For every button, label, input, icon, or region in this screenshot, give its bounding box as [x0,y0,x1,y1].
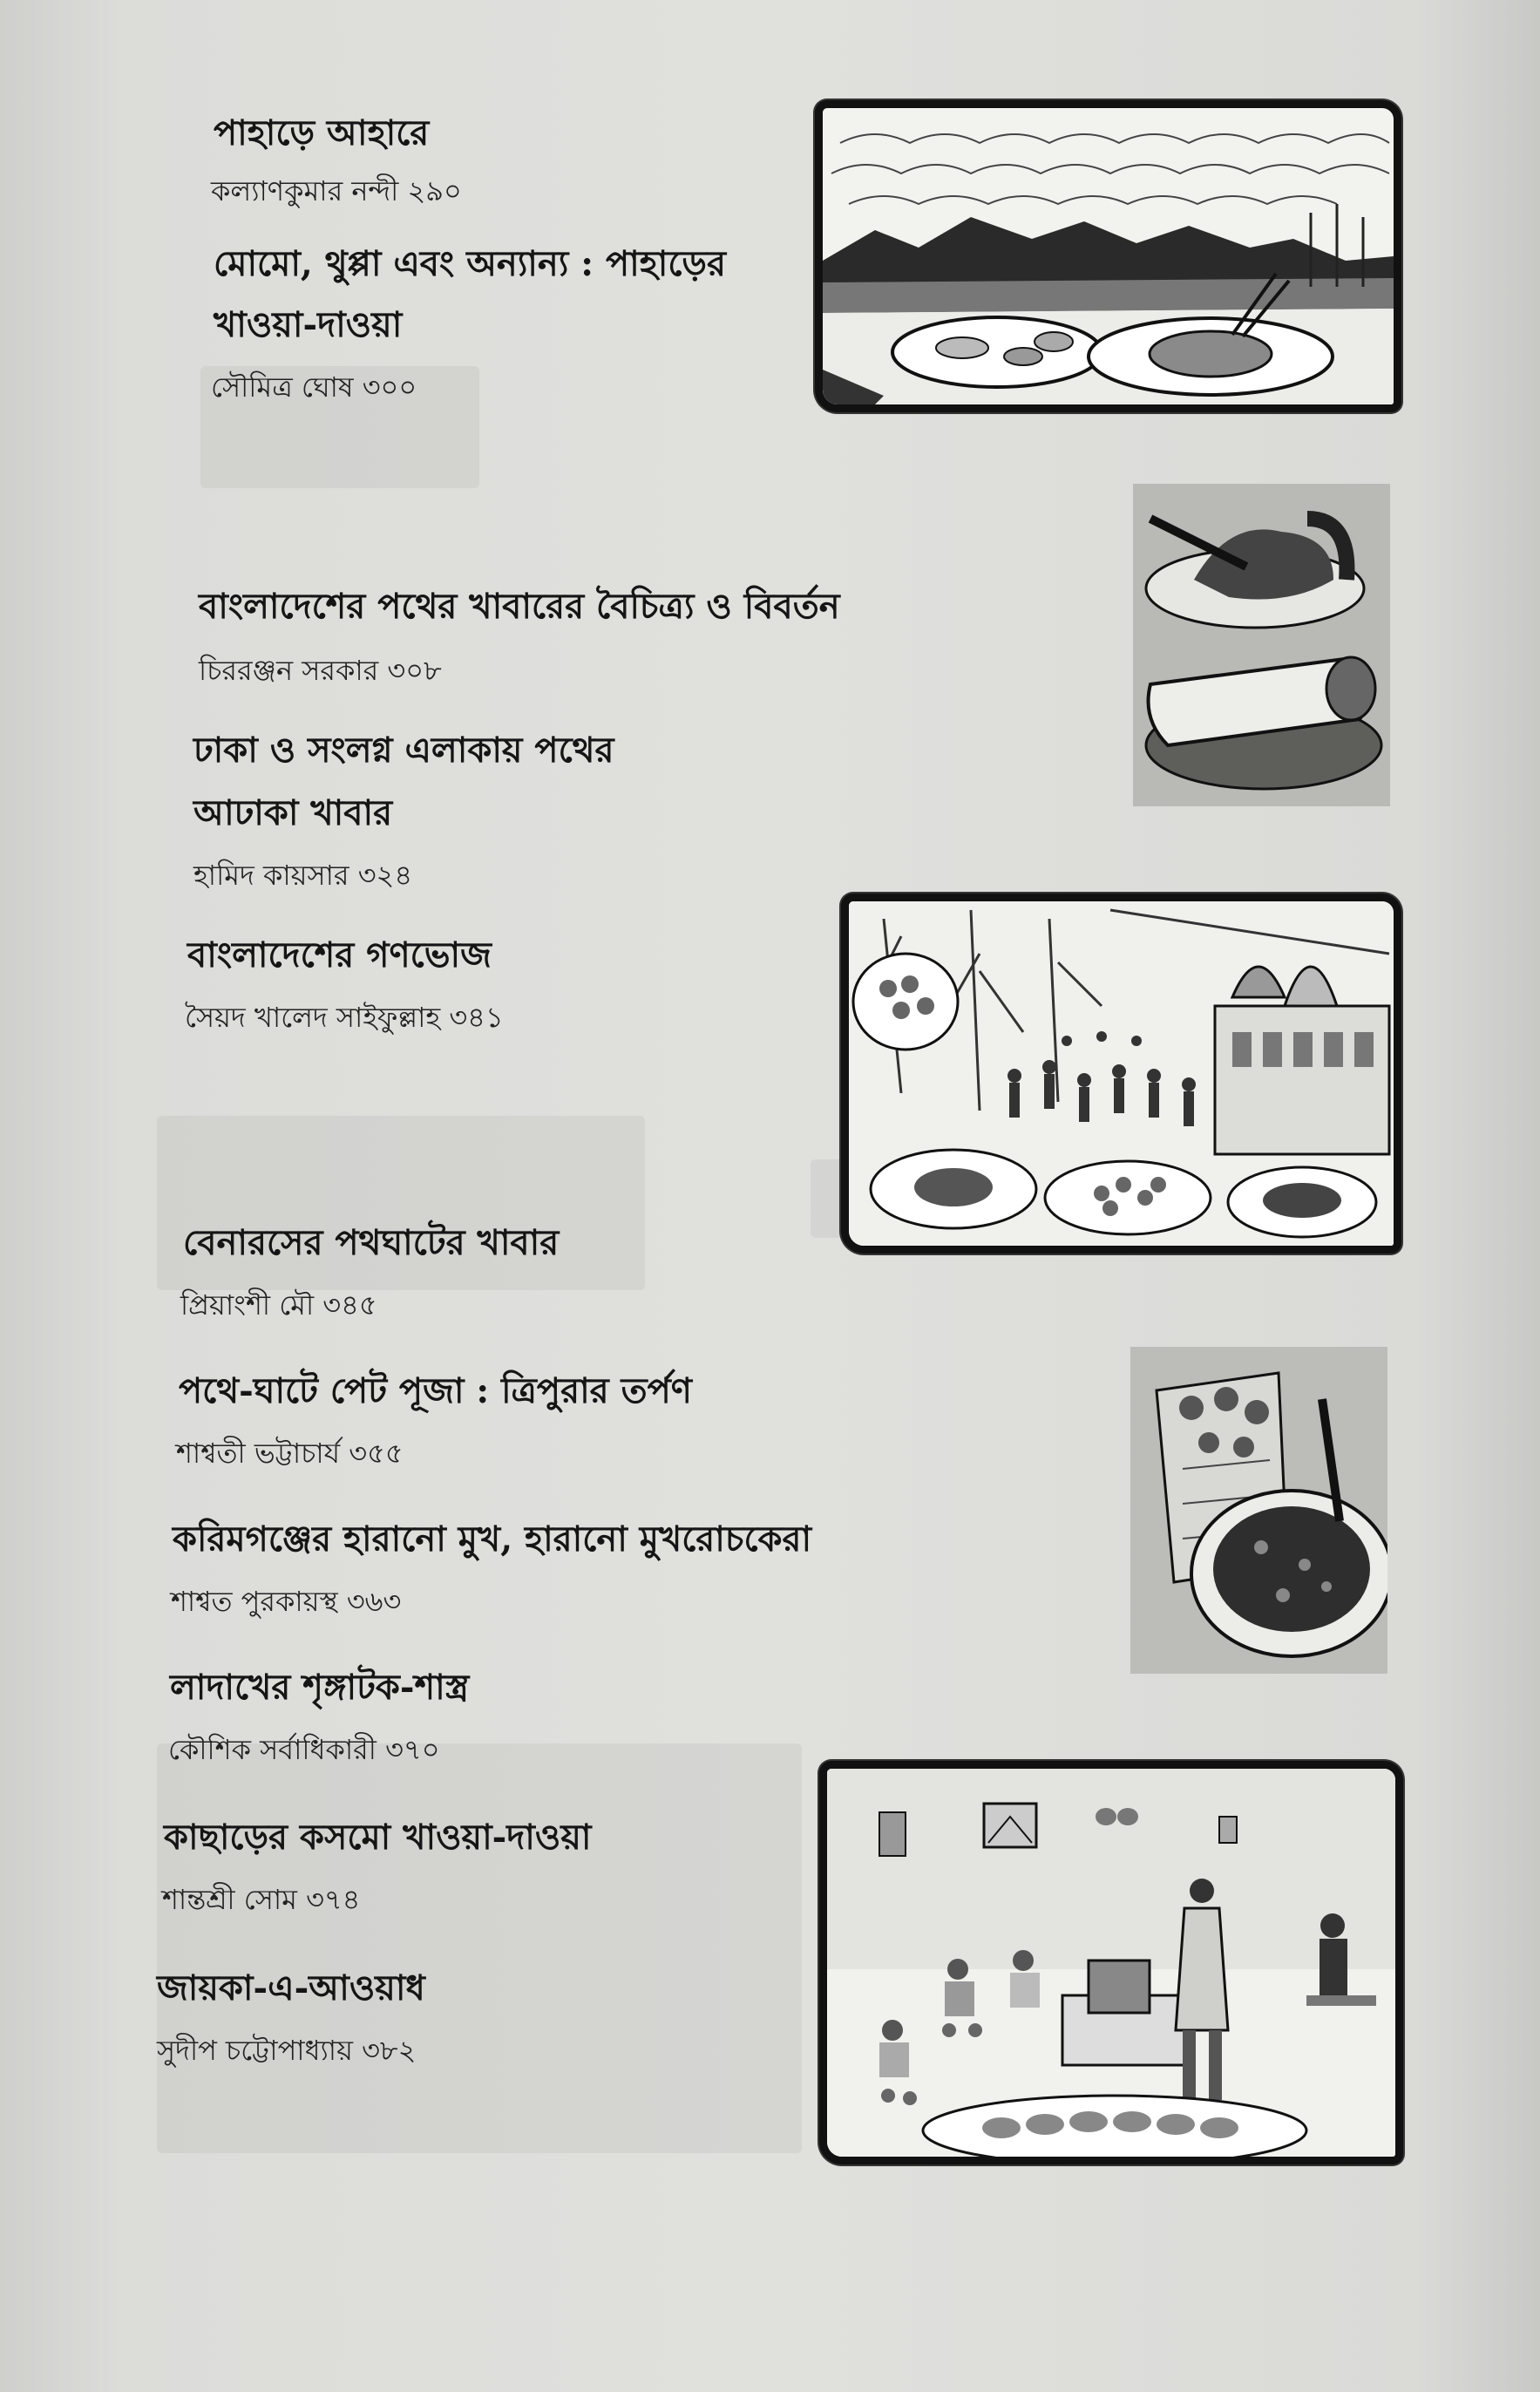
entry-author: কৌশিক সর্বাধিকারী ৩৭০ [168,1733,440,1766]
entry-author: শাশ্বতী ভট্টাচার্য ৩৫৫ [176,1437,404,1470]
bowl-and-cup-illustration [1130,1347,1387,1674]
entry-title-continued: খাওয়া-দাওয়া [214,304,403,345]
entry-author: শাশ্বত পুরকায়স্থ ৩৬৩ [171,1585,402,1618]
street-crowd-temple-illustration [841,894,1401,1254]
entry-title: লাদাখের শৃঙ্গাটক-শাস্ত্র [170,1667,470,1708]
entry-title: করিমগঞ্জের হারানো মুখ, হারানো মুখরোচকেরা [173,1519,812,1560]
entry-title-continued: আঢাকা খাবার [193,792,393,833]
entry-author: সুদীপ চট্টোপাধ্যায় ৩৮২ [157,2034,417,2067]
entry-author: সৈয়দ খালেদ সাইফুল্লাহ ৩৪১ [185,1001,504,1034]
entry-author: সৌমিত্র ঘোষ ৩০০ [211,370,417,404]
entry-author: কল্যাণকুমার নন্দী ২৯০ [211,174,462,207]
mountain-meal-illustration [815,100,1401,412]
entry-title: পাহাড়ে আহারে [214,112,430,153]
entry-title: বেনারসের পথঘাটের খাবার [183,1222,560,1263]
entry-title: ঢাকা ও সংলগ্ন এলাকায় পথের [193,730,614,771]
show-through-shadow [157,1743,802,2153]
entry-title: পথে-ঘাটে পেট পূজা : ত্রিপুরার তর্পণ [179,1370,692,1411]
entry-author: শান্তশ্রী সোম ৩৭৪ [162,1883,361,1916]
show-through-shadow [157,1116,645,1290]
entry-author: চিররঞ্জন সরকার ৩০৮ [199,654,442,687]
entry-author: প্রিয়াংশী মৌ ৩৪৫ [180,1288,377,1322]
entry-title: কাছাড়ের কসমো খাওয়া-দাওয়া [164,1817,592,1858]
roll-and-plate-illustration [1133,484,1390,806]
entry-author: হামিদ কায়সার ৩২৪ [193,859,413,892]
entry-title: জায়কা-এ-আওয়াধ [157,1967,425,2008]
entry-title: বাংলাদেশের পথের খাবারের বৈচিত্র্য ও বিবর্তন [199,586,840,627]
kitchen-gathering-illustration [819,1761,1403,2164]
entry-title: বাংলাদেশের গণভোজ [187,934,492,975]
entry-title: মোমো, থুপ্পা এবং অন্যান্য : পাহাড়ের [214,243,726,284]
